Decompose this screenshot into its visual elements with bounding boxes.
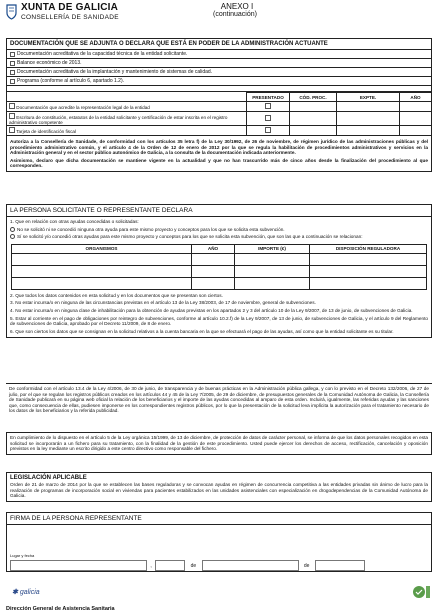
cod-proc-field[interactable] xyxy=(290,112,337,126)
xunta-shield-icon xyxy=(6,4,17,20)
col-cod-proc: CÓD. PROC. xyxy=(290,93,337,102)
presented-checkbox[interactable] xyxy=(265,103,271,109)
doc-checkbox[interactable] xyxy=(9,127,15,133)
doc-checkbox[interactable] xyxy=(10,61,15,66)
q1-text: 1. Que en relación con otras ayudas concedidas o solicitadas: xyxy=(10,219,139,224)
doc-item xyxy=(7,50,431,59)
legislation-text: Orden de 21 de marzo de 2014 por la que se establecen las bases reguladoras y se convocan ayudas en régimen de concurrencia competitiva a las entidades privadas sin ánimo de lucro para la realización de programas de incorporación social en viviendas para pacientes estabilizados en las unidades asistenciales con especialización en drogodependencias de la Comunidad Autónoma de Galicia. xyxy=(10,482,428,499)
declare-text: Asimismo, declaro que dicha documentación se mantiene vigente en la actualidad y que no han trascurrido más de cinco años desde la finalización del procedimiento al que corresponden. xyxy=(10,157,428,169)
doc-item-label: Documentación acreditativa de la capacidad técnica de la entidad solicitante. xyxy=(17,51,188,57)
documentation-section xyxy=(6,38,432,172)
signature-section xyxy=(6,512,432,572)
cod-proc-field[interactable] xyxy=(290,126,337,136)
doc-item-label: Documentación que acredite la representación legal de la entidad xyxy=(16,105,150,110)
legislation-title: LEGISLACIÓN APLICABLE xyxy=(10,475,87,481)
expte-field[interactable] xyxy=(337,102,400,112)
col-presentado: PRESENTADO xyxy=(247,93,290,102)
doc-checkbox[interactable] xyxy=(9,103,15,109)
doc-item-label: Escritura de constitución, estatutos de la entidad solicitante y certificación de estar inscrita en el registro administrativo competente xyxy=(9,114,228,125)
point-2: 2. Que todos los datos contenidos en esta solicitud y en los documentos que se presentan son ciertos. xyxy=(10,292,223,298)
dept-name: CONSELLERÍA DE SANIDADE xyxy=(21,14,119,21)
place-field[interactable] xyxy=(10,560,147,571)
doc-item xyxy=(7,77,431,86)
transparency-section xyxy=(6,383,432,416)
day-field[interactable] xyxy=(155,560,185,571)
point-6: 6. Que son ciertos los datos que se consignan en la solicitud relativos a la cuenta bancaria en la que se efectuará el pago de las ayudas, así como que la entidad solicitante es su titular. xyxy=(10,328,394,334)
th-organismos: ORGANISMOS xyxy=(12,244,192,253)
radio-no-other-aid[interactable] xyxy=(10,227,15,232)
table-row[interactable] xyxy=(12,277,427,289)
ano-field[interactable] xyxy=(400,112,432,126)
galicia-logo-text: galicia xyxy=(19,589,40,596)
annex-subtitle: (continuación) xyxy=(213,11,257,18)
ano-field[interactable] xyxy=(400,102,432,112)
month-field[interactable] xyxy=(202,560,299,571)
table-row[interactable] xyxy=(12,253,427,265)
legislation-section xyxy=(6,472,432,502)
declaration-section xyxy=(6,204,432,338)
radio-other-aid[interactable] xyxy=(10,234,15,239)
privacy-text: En cumplimiento de lo dispuesto en el artículo 5 de la Ley orgánica 15/1999, de 13 de diciembre, de protección de datos de carácter personal, se informa de que los datos personales recogidos en esta solicitud se incorporarán a un fichero para su tratamiento, con la finalidad de la gestión de este procedimiento. Usted puede ejercer los derechos de acceso, rectificación, cancelación y oposición previstos en la ley mediante un escrito dirigido a este centro directivo como responsable del fichero. xyxy=(10,435,428,452)
table-row[interactable] xyxy=(12,265,427,277)
col-expte: EXPTE. xyxy=(337,93,400,102)
doc-item-label: Balance económico de 2013. xyxy=(17,60,82,66)
doc-item xyxy=(7,59,431,68)
sep-comma: , xyxy=(150,562,152,569)
docs-status-table xyxy=(7,92,431,136)
annex-title: ANEXO I xyxy=(220,2,254,11)
signature-title: FIRMA DE LA PERSONA REPRESENTANTE xyxy=(7,513,431,525)
th-disposicion: DISPOSICIÓN REGULADORA xyxy=(310,244,427,253)
th-importe: IMPORTE (€) xyxy=(235,244,310,253)
opt1-label: No se solicitó ni se concedió ninguna otra ayuda para este mismo proyecto y conceptos para los que se solicita esta subvención. xyxy=(17,226,285,232)
opt2-label: Sí se solicitó y/o concedió otras ayudas para este mismo proyecto y conceptos para los que se solicita esta subvención, que son las que a continuación se relacionan: xyxy=(17,234,363,240)
point-3: 3. No estar incursa/o en ninguna de las circunstancias previstas en el artículo 13 de la Ley 38/2003, de 17 de noviembre, general de subvenciones. xyxy=(10,300,316,306)
seal-icon xyxy=(410,582,432,602)
doc-item-label: Tarjeta de identificación fiscal xyxy=(16,129,76,134)
presented-checkbox[interactable] xyxy=(265,115,271,121)
cod-proc-field[interactable] xyxy=(290,102,337,112)
year-field[interactable] xyxy=(315,560,365,571)
sep-de-2: de xyxy=(303,562,310,569)
col-ano: AÑO xyxy=(400,93,432,102)
doc-item-label: Programa (conforme al artículo 6, apartado 1.2). xyxy=(17,78,124,84)
doc-checkbox[interactable] xyxy=(10,70,15,75)
doc-item-label: Documentación acreditativa de la implantación y mantenimiento de sistemas de calidad. xyxy=(17,69,213,75)
doc-checkbox[interactable] xyxy=(9,113,15,119)
th-ano: AÑO xyxy=(192,244,235,253)
declaration-title: LA PERSONA SOLICITANTE O REPRESENTANTE DECLARA xyxy=(7,205,431,217)
doc-checkbox[interactable] xyxy=(10,52,15,57)
expte-field[interactable] xyxy=(337,126,400,136)
presented-checkbox[interactable] xyxy=(265,127,271,133)
aids-table xyxy=(11,244,427,290)
sep-de-1: de xyxy=(190,562,197,569)
point-4: 4. No estar incursa/o en ninguna clase de inhabilitación para la obtención de ayudas previstas en los apartados 2 y 3 del artículo 10 de la Ley 9/2007, de 13 de junio, de subvenciones de Galicia. xyxy=(10,307,413,313)
doc-item xyxy=(7,68,431,77)
footer-bottom-text: Dirección General de Asistencia Sanitaria xyxy=(6,606,115,612)
galicia-logo: ✱ galicia xyxy=(12,589,40,596)
doc-checkbox[interactable] xyxy=(10,79,15,84)
org-name: XUNTA DE GALICIA xyxy=(21,2,119,13)
transparency-text: De conformidad con el artículo 13.4 de la Ley 4/2006, de 30 de junio, de transparencia y de buenas prácticas en la Administración pública gallega, y con lo previsto en el Decreto 132/2006, de 27 de julio, por el que se regulan los registros públicos creados en los artículos 44 y 45 de la Ley 7/2005, de 29 de diciembre, de presupuestos generales de la Comunidad Autónoma de Galicia, la Consellería de Sanidade publicará en su página web oficial la relación de los beneficiarios y el importe de las ayudas concedidas al amparo de esta orden. Incluirá, igualmente, las referidas ayudas y las sanciones que, como consecuencia de ellas, pudiesen imponerse en los correspondientes registros públicos, por lo que la presentación de la solicitud leva implícita la autorización para el tratamiento necesario de los datos de los beneficiarios y la referida publicidad. xyxy=(9,386,429,414)
privacy-section xyxy=(6,432,432,455)
documentation-title: DOCUMENTACIÓN QUE SE ADJUNTA O DECLARA QUE ESTÁ EN PODER DE LA ADMINISTRACIÓN ACTUANTE xyxy=(7,39,431,50)
point-5: 5. Estar al corriente en el pago de obligaciones por reintegro de subvenciones, conforme al artículo 10.2.f) de la Ley 9/2007, de 13 de junio, de subvenciones de Galicia, y el artículo 9 del Reglamento de subvenciones de Galicia, aprobado por el Decreto 11/2009, de 8 de enero. xyxy=(10,315,428,327)
place-date-label: Lugar y fecha xyxy=(10,553,35,558)
expte-field[interactable] xyxy=(337,112,400,126)
ano-field[interactable] xyxy=(400,126,432,136)
authorize-text: Autoriza a la Consellería de Sanidade, de conformidad con los artículos 35 letra f) de la Ley 30/1992, de 26 de noviembre, de régimen jurídico de las administraciones públicas y del procedimiento administrativo común, y el artículo 4 de la Orden de 12 de enero de 2012 por la que se regula la habilitación de procedimientos administrativos y servicios en la Administración general y en el sector público autonómico de Galicia, a la consulta de la documentación indicada anteriormente. xyxy=(10,139,428,156)
